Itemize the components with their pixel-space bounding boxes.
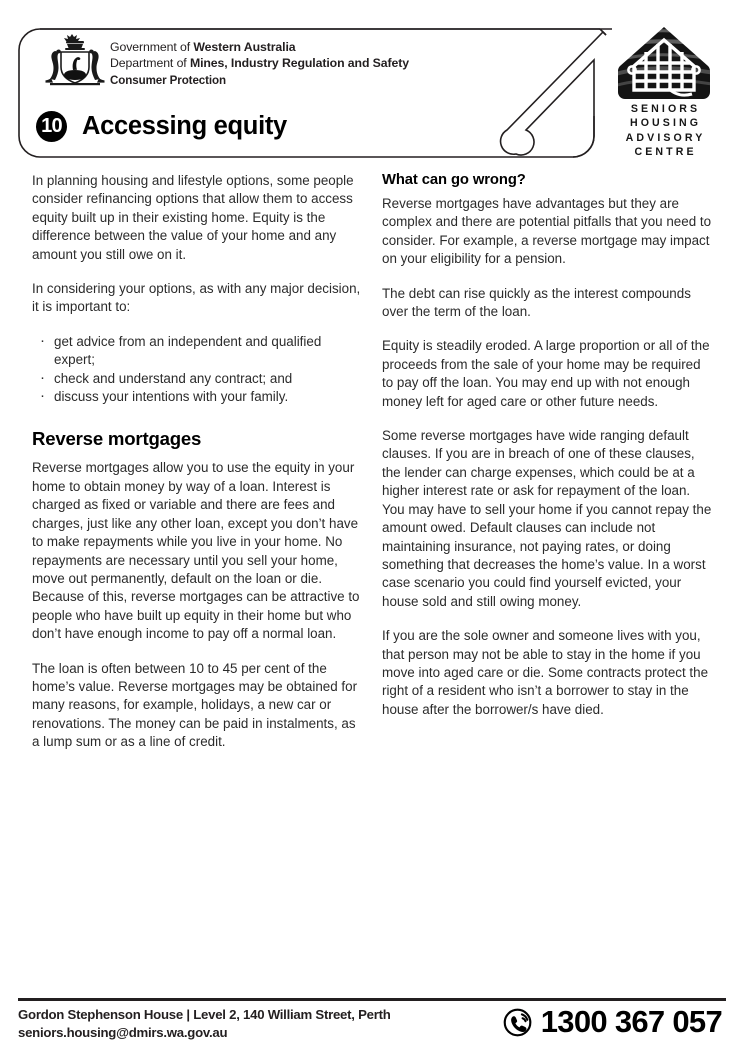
page-title-row <box>36 111 287 142</box>
chapter-number-badge: 10 <box>36 111 67 142</box>
list-item: · check and understand any contract; and <box>32 370 362 388</box>
what-can-go-wrong-heading: What can go wrong? <box>382 172 526 188</box>
logo-line-centre: CENTRE <box>634 146 697 159</box>
reverse-mortgages-heading: Reverse mortgages <box>32 428 202 450</box>
considering-paragraph: In considering your options, as with any major decision, it is important to: <box>32 281 361 315</box>
department-division: Consumer Protection <box>110 74 226 87</box>
left-column <box>32 172 362 768</box>
list-item: · get advice from an independent and qualified expert; <box>32 333 362 370</box>
intro-paragraph: In planning housing and lifestyle options, some people consider refinancing options that allow them to access equity built up in their existing home. Equity is the difference between the value of your home and any amount you still owe on it. <box>32 173 354 262</box>
footer-contact-details <box>18 1004 391 1041</box>
risk-paragraph-3: Equity is steadily eroded. A large proportion or all of the proceeds from the sale of your home may be required to pay off the loan. You may end up with not enough money left for aged care or other future needs. <box>382 338 710 409</box>
government-line-2 <box>110 56 409 72</box>
wa-state-crest-icon <box>42 33 108 91</box>
phone-call-icon <box>503 1007 534 1038</box>
reverse-mortgages-paragraph-2: The loan is often between 10 to 45 per cent of the home’s value. Reverse mortgages may be obtained for many reasons, for example, holidays, a new car or renovations. The money can be paid in instalments, as a lump sum or as a line of credit. <box>32 660 358 750</box>
risk-paragraph-2: The debt can rise quickly as the interest compounds over the term of the loan. <box>382 285 691 320</box>
logo-line-advisory: ADVISORY <box>625 131 706 144</box>
government-line-2-bold: Mines, Industry Regulation and Safety <box>189 55 409 70</box>
footer-phone-number[interactable]: 1300 367 057 <box>540 1004 722 1039</box>
risk-paragraph-4: Some reverse mortgages have wide ranging default clauses. If you are in breach of one of these clauses, the lender can charge expenses, which could be at a higher interest rate or ask for repayment of the loan. You may have to sell your home if you cannot repay the amount owed. Default clauses can include not maintaining insurance, not paying rates, or doing something that decreases the home’s value. In a worst case scenario you could find yourself evicted, your house sold and still owing money. <box>382 428 712 609</box>
government-line-1-bold: Western Australia <box>193 40 296 54</box>
government-line-1 <box>110 40 409 56</box>
right-column <box>382 172 712 735</box>
footer-phone-block <box>503 1004 726 1040</box>
footer-divider <box>18 998 726 1001</box>
risk-paragraph-1: Reverse mortgages have advantages but they are complex and there are potential pitfalls that you need to consider. For example, a reverse mortgage may impact on your eligibility for a pension. <box>382 196 712 267</box>
government-wordmark <box>110 40 409 89</box>
logo-line-housing: HOUSING <box>629 117 702 130</box>
advice-bullet-list <box>32 333 362 407</box>
footer-address-line: Gordon Stephenson House | Level 2, 140 William Street, Perth <box>18 1007 391 1022</box>
list-item: · discuss your intentions with your family. <box>32 388 362 406</box>
seniors-housing-advisory-centre-logo <box>612 26 716 160</box>
reverse-mortgages-paragraph-1: Reverse mortgages allow you to use the equity in your home to obtain money by way of a loan. Interest is charged as fixed or variable and there are fees and charges, just like any other loan, except you don’t have to make repayments while you live in your home. No repayments are necessary until you sell your home, move out permanently, default on the loan or die. Because of this, reverse mortgages can be attractive to people who have built up equity in their home but who don’t have enough income to pay off a normal loan. <box>32 460 360 642</box>
footer-email[interactable]: seniors.housing@dmirs.wa.gov.au <box>18 1024 228 1040</box>
logo-line-seniors: SENIORS <box>630 103 701 115</box>
footer <box>18 1004 726 1041</box>
risk-paragraph-5: If you are the sole owner and someone lives with you, that person may not be able to stay in the home if you move into aged care or die. Some contracts protect the right of a resident who isn’t a borrower to stay in the house after the borrower/s have died. <box>382 628 709 717</box>
government-line-1-prefix: Government of <box>110 40 194 54</box>
house-grid-icon <box>616 26 712 102</box>
page-title: Accessing equity <box>82 112 287 140</box>
government-line-2-prefix: Department of <box>110 55 190 70</box>
